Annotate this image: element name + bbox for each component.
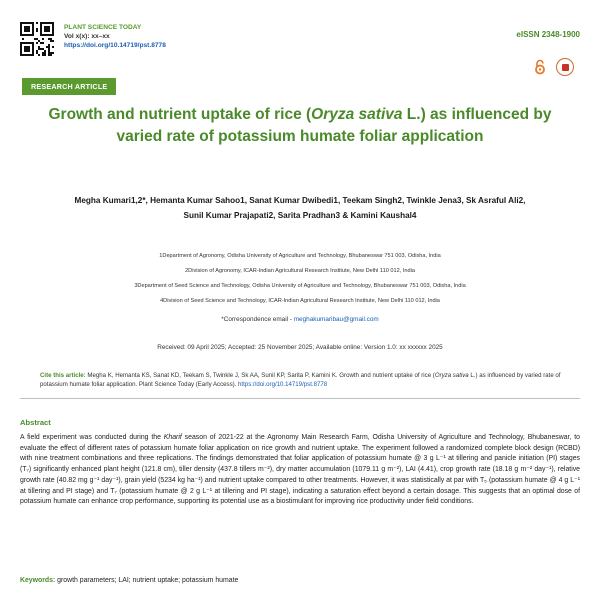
citation-label: Cite this article: [40, 372, 86, 379]
abstract-kharif: Kharif [163, 434, 182, 441]
title-species: Oryza sativa [311, 106, 403, 123]
correspondence-email-link[interactable]: meghakumaribau@gmail.com [293, 316, 379, 323]
affiliation-2: 2Division of Agronomy, ICAR-Indian Agricultural Research Institute, New Delhi 110 012, India [185, 268, 415, 274]
article-title [40, 104, 560, 148]
keywords-list: growth parameters; LAI; nutrient uptake; potassium humate [55, 577, 239, 584]
header-icons [534, 58, 574, 76]
open-access-icon[interactable] [534, 59, 546, 75]
citation-block [40, 371, 565, 390]
citation-text-b: L.) as influenced by varied rate of potassium humate foliar application. Plant Science Today (Early Access). [40, 372, 561, 389]
keywords-label: Keywords: [20, 577, 56, 584]
citation-text-a: Megha K, Hemanta KS, Sanat KD, Teekam S, Twinkle J, Sk AA, Sunil KP, Sarita P, Kamini K. Growth and nutrient uptake of rice ( [85, 372, 435, 379]
eissn-label: eISSN 2348-1900 [516, 30, 580, 39]
citation-species: Oryza sativa [434, 372, 469, 379]
abstract-text-2: season of 2021-22 at the Agronomy Main Research Farm, Odisha University of Agriculture and Technology, Bhubaneswar, to evaluate the effect of different rates of potassium humate foliar application on rice growth and nutrient uptake. The experiment followed a randomized complete block design (RCBD) with nine treatment combinations and three replications. The findings demonstrated that foliar application of potassium humate @ 3 g L⁻¹ at tillering and panicle initiation (PI) stages (T₇) significantly enhanced plant height (121.8 cm), tiller density (437.8 tillers m⁻²), dry matter accumulation (1079.11 g m⁻²), LAI (4.41), crop growth rate (18.18 g m⁻² day⁻¹), relative growth rate (40.82 mg g⁻¹ day⁻¹), grain yield (5234 kg ha⁻¹) and nutrient uptake compared to other treatments. However, it was statistically at par with T₅ (potassium humate @ 4 g L⁻¹ at tillering and PI stage) and T₇ (potassium humate @ 2 g L⁻¹ at tillering and PI stage), indicating a saturation effect beyond a certain dosage. This suggests that an optimal dose of potassium humate can enhance crop performance, supporting its potential use as a biostimulant for improving rice productivity under field conditions. [20, 434, 580, 506]
section-divider [20, 398, 580, 399]
article-dates: Received: 09 April 2025; Accepted: 25 November 2025; Available online: Version 1.0: xx xxxxxx 2025 [157, 344, 443, 351]
citation-doi-link[interactable]: https://doi.org/10.14719/pst.8778 [238, 381, 328, 389]
journal-doi-link[interactable]: https://doi.org/10.14719/pst.8778 [64, 42, 166, 50]
affiliation-1: 1Department of Agronomy, Odisha University of Agriculture and Technology, Bhubaneswar 751 003, Odisha, India [159, 253, 441, 259]
journal-name: PLANT SCIENCE TODAY [64, 24, 142, 31]
authors-line-2: Sunil Kumar Prajapati2, Sarita Pradhan3 & Kamini Kaushal4 [183, 211, 417, 220]
journal-info [64, 23, 166, 51]
article-type-badge: RESEARCH ARTICLE [22, 78, 116, 95]
correspondence-label: *Correspondence email - [221, 316, 294, 323]
correspondence [20, 316, 580, 323]
abstract-body [20, 433, 580, 508]
keywords [20, 577, 580, 584]
abstract-text-1: A field experiment was conducted during the [20, 434, 164, 441]
affiliation-4: 4Division of Seed Science and Technology, ICAR-Indian Agricultural Research Institute, New Delhi 110 012, India [160, 298, 440, 304]
abstract-heading: Abstract [20, 418, 51, 427]
author-list [20, 193, 580, 223]
affiliations [20, 249, 580, 309]
crossmark-icon[interactable] [556, 58, 574, 76]
title-part-1: Growth and nutrient uptake of rice ( [48, 106, 312, 123]
journal-volume: Vol x(x): xx–xx [64, 33, 110, 41]
title-part-2: L.) as influenced by varied rate of potassium humate foliar application [116, 106, 552, 145]
authors-line-1: Megha Kumari1,2*, Hemanta Kumar Sahoo1, Sanat Kumar Dwibedi1, Teekam Singh2, Twinkle Jena3, Sk Asraful Ali2, [74, 196, 526, 205]
qr-code-icon [20, 22, 54, 56]
affiliation-3: 3Department of Seed Science and Technology, Odisha University of Agriculture and Technology, Bhubaneswar 751 003, Odisha, India [134, 283, 466, 289]
